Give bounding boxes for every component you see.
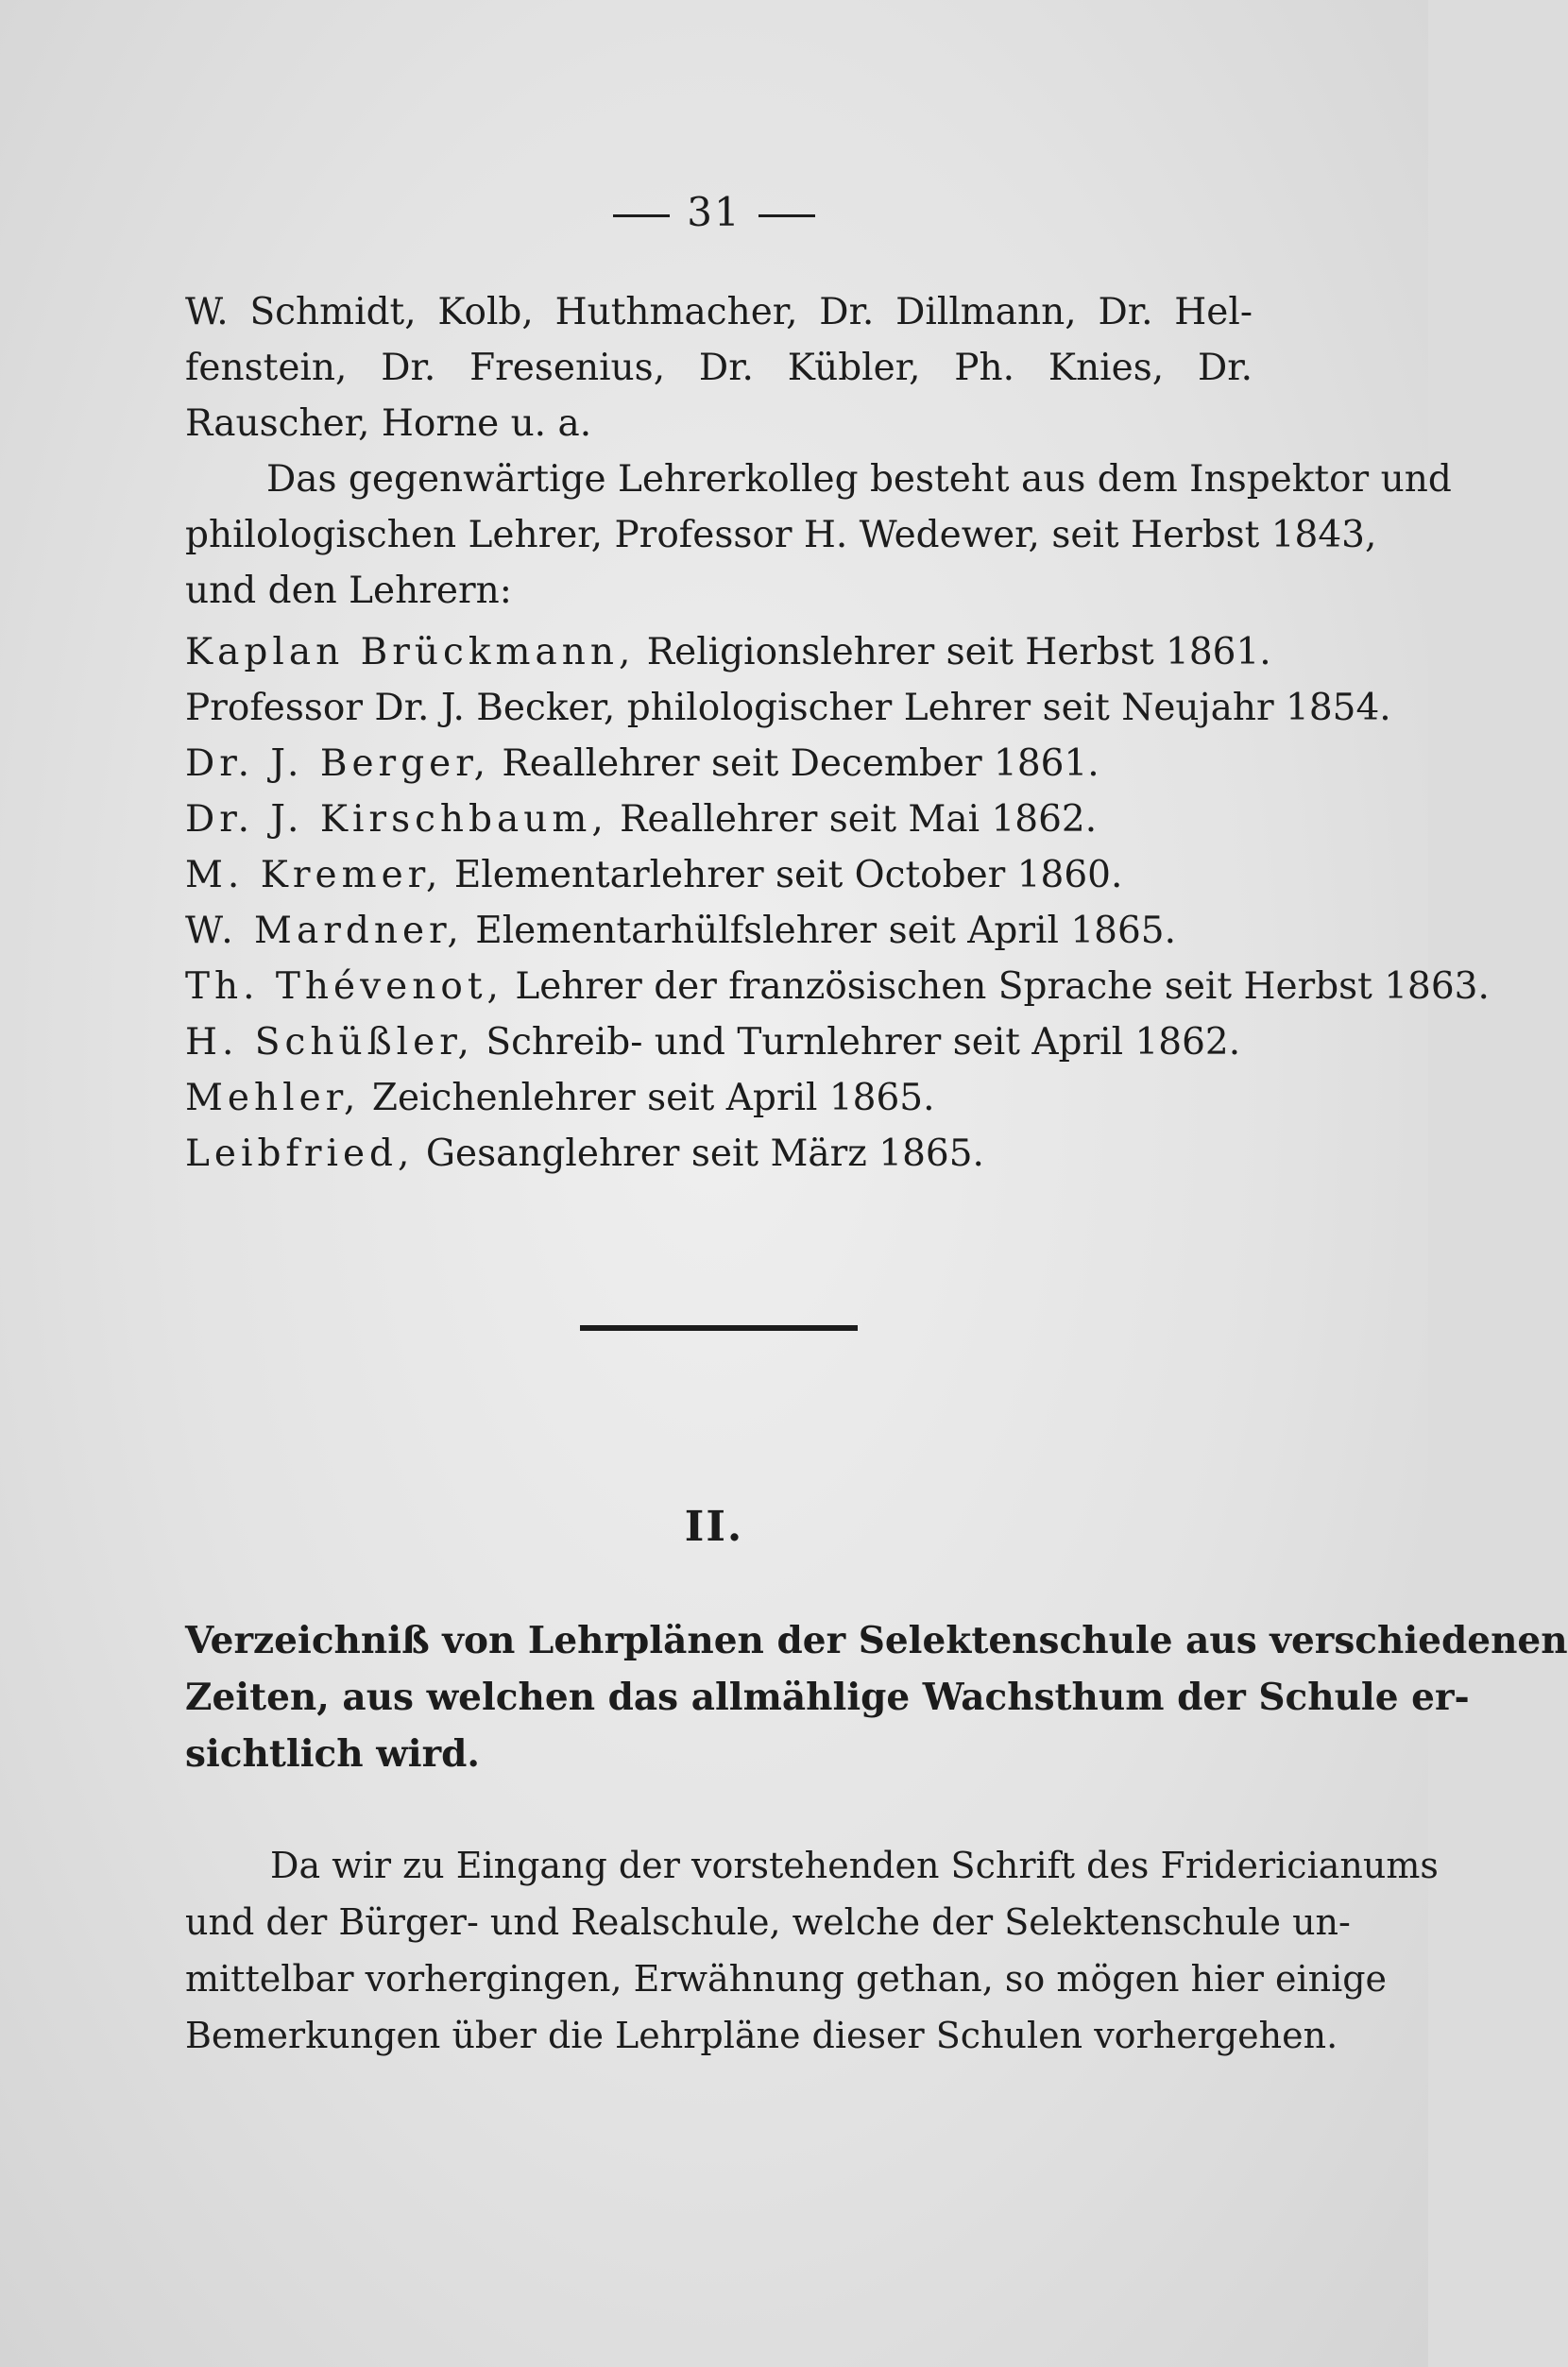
teacher-role: Gesanglehrer seit März 1865. — [425, 1132, 984, 1175]
teacher-name: H. Schüßler, — [185, 1021, 474, 1064]
teacher-role: Schreib- und Turnlehrer seit April 1862. — [486, 1021, 1241, 1064]
teacher-role: Lehrer der französischen Sprache seit Herbst 1863. — [515, 965, 1490, 1008]
intro-line: philologischen Lehrer, Professor H. Wedewer, seit Herbst 1843, — [185, 514, 1377, 556]
body-line: und der Bürger- und Realschule, welche der Selektenschule un- — [185, 1901, 1351, 1943]
teacher-entry — [185, 1070, 1253, 1126]
intro-line: Rauscher, Horne u. a. — [185, 402, 592, 445]
teacher-entry — [185, 847, 1253, 903]
body-line: mittelbar vorhergingen, Erwähnung gethan, so mögen hier einige — [185, 1958, 1388, 2000]
intro-line: fenstein, Dr. Fresenius, Dr. Kübler, Ph. Knies, Dr. — [185, 347, 1253, 389]
teacher-entry — [185, 903, 1253, 959]
teacher-name: Professor Dr. J. Becker, — [185, 687, 616, 729]
teacher-role: Zeichenlehrer seit April 1865. — [371, 1077, 935, 1119]
body-line: Bemerkungen über die Lehrpläne dieser Schulen vorhergehen. — [185, 2015, 1338, 2056]
page-number-text: 31 — [687, 189, 741, 235]
section-divider — [580, 1325, 858, 1331]
teacher-name: Dr. J. Kirschbaum, — [185, 798, 608, 841]
heading-line: Verzeichniß von Lehrplänen der Selektenschule aus verschiedenen — [185, 1619, 1568, 1662]
teacher-name: W. Mardner, — [185, 910, 464, 952]
teacher-name: M. Kremer, — [185, 854, 443, 896]
page-number — [0, 189, 1428, 235]
teacher-list — [185, 624, 1490, 1182]
teacher-entry — [185, 624, 1271, 680]
teacher-role: Elementarlehrer seit October 1860. — [453, 854, 1123, 896]
teacher-role: philologischer Lehrer seit Neujahr 1854. — [626, 687, 1391, 729]
body-line: Da wir zu Eingang der vorstehenden Schrift des Fridericianums — [270, 1845, 1439, 1886]
teacher-name: Dr. J. Berger, — [185, 742, 491, 785]
teacher-name: Th. Thévenot, — [185, 965, 503, 1008]
teacher-role: Reallehrer seit Mai 1862. — [620, 798, 1098, 841]
section-heading — [185, 1612, 1568, 1782]
teacher-role: Elementarhülfslehrer seit April 1865. — [475, 910, 1176, 952]
section-numeral: II. — [684, 1503, 744, 1551]
teacher-entry — [185, 680, 1391, 736]
teacher-role: Reallehrer seit December 1861. — [502, 742, 1099, 785]
dash-right — [758, 214, 815, 217]
intro-line: Das gegenwärtige Lehrerkolleg besteht aus dem Inspektor und — [266, 458, 1452, 501]
body-paragraph — [185, 1837, 1439, 2064]
intro-paragraph — [185, 284, 1452, 619]
intro-line: und den Lehrern: — [185, 570, 512, 612]
teacher-name: Mehler, — [185, 1077, 361, 1119]
intro-line: W. Schmidt, Kolb, Huthmacher, Dr. Dillmann, Dr. Hel- — [185, 291, 1253, 333]
teacher-entry — [185, 792, 1253, 847]
teacher-entry — [185, 736, 1253, 792]
teacher-name: Kaplan Brückmann, — [185, 631, 636, 673]
teacher-name: Leibfried, — [185, 1132, 415, 1175]
teacher-entry — [185, 1126, 1253, 1182]
teacher-entry — [185, 959, 1490, 1014]
dash-left — [613, 214, 670, 217]
heading-line: Zeiten, aus welchen das allmählige Wachsthum der Schule er- — [185, 1676, 1470, 1719]
heading-line: sichtlich wird. — [185, 1732, 480, 1776]
teacher-role: Religionslehrer seit Herbst 1861. — [646, 631, 1271, 673]
teacher-entry — [185, 1014, 1253, 1070]
